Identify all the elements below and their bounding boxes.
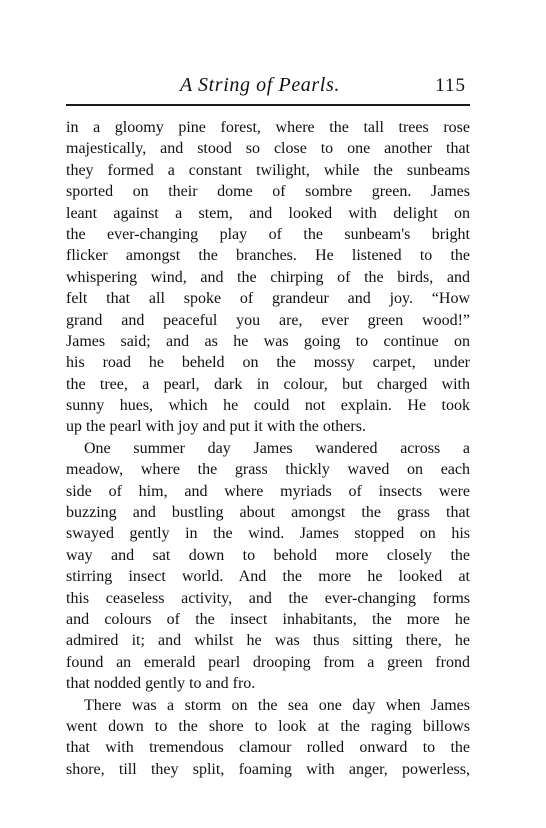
text-line: up the pearl with joy and put it with the others. <box>66 418 366 436</box>
text-line: flicker amongst the branches. He listened to the <box>66 247 470 265</box>
text-line: felt that all spoke of grandeur and joy. “How <box>66 290 470 308</box>
paragraph-start-line: One summer day James wandered across a <box>84 439 470 457</box>
text-line: side of him, and where myriads of insects were <box>66 482 470 500</box>
text-line: and colours of the insect inhabitants, the more he <box>66 610 470 628</box>
text-line: in a gloomy pine forest, where the tall trees rose <box>66 119 470 136</box>
text-line: whispering wind, and the chirping of the birds, and <box>66 268 470 286</box>
text-line: leant against a stem, and looked with delight on <box>66 204 470 222</box>
text-line: they formed a constant twilight, while the sunbeams <box>66 161 470 179</box>
text-line: stirring insect world. And the more he looked at <box>66 568 470 586</box>
text-line: admired it; and whilst he was thus sitting there, he <box>66 632 470 650</box>
text-line: his road he beheld on the mossy carpet, under <box>66 354 470 372</box>
text-line: that nodded gently to and fro. <box>66 675 256 693</box>
text-line: meadow, where the grass thickly waved on each <box>66 461 470 479</box>
paragraph-start-line: There was a storm on the sea one day when James <box>84 696 470 714</box>
text-line: that with tremendous clamour rolled onward to the <box>66 739 470 757</box>
body-text <box>66 117 470 780</box>
text-line: this ceaseless activity, and the ever-changing forms <box>66 589 470 607</box>
text-line: majestically, and stood so close to one another that <box>66 140 470 158</box>
text-line: found an emerald pearl drooping from a green frond <box>66 653 470 671</box>
page-number: 115 <box>435 75 466 96</box>
running-title: A String of Pearls. <box>180 74 340 96</box>
text-line: way and sat down to behold more closely the <box>66 546 470 564</box>
text-line: the ever-changing play of the sunbeam's bright <box>66 225 470 243</box>
text-line: swayed gently in the wind. James stopped on his <box>66 525 470 543</box>
page-header <box>66 74 470 100</box>
text-line: sported on their dome of sombre green. James <box>66 183 470 201</box>
text-line: the tree, a pearl, dark in colour, but charged with <box>66 375 470 393</box>
text-line: grand and peaceful you are, ever green wood!” <box>66 311 470 329</box>
text-line: went down to the shore to look at the raging billows <box>66 717 470 735</box>
text-line: sunny hues, which he could not explain. He took <box>66 397 470 415</box>
text-line: buzzing and bustling about amongst the grass that <box>66 504 470 522</box>
header-rule <box>66 104 470 106</box>
text-line: James said; and as he was going to continue on <box>66 332 470 350</box>
text-line: shore, till they split, foaming with anger, powerless, <box>66 760 470 778</box>
